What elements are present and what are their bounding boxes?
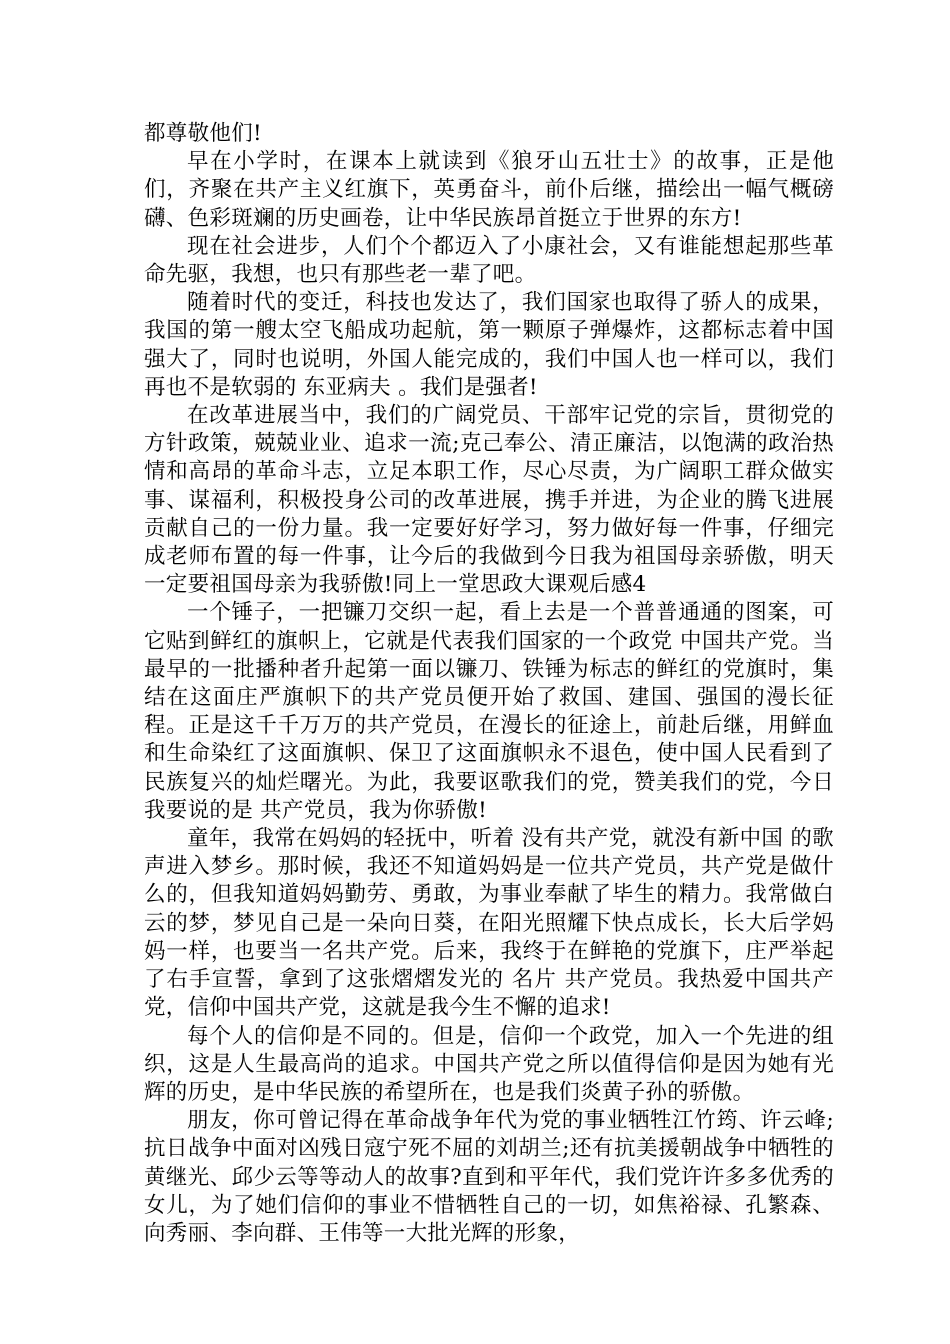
paragraph-7: 童年，我常在妈妈的轻抚中，听着 没有共产党，就没有新中国 的歌声进入梦乡。那时候，我还不知道妈妈是一位共产党员，共产党是做什么的，但我知道妈妈勤劳、勇敢，为事业奉献了毕生的精力。我常做白云的梦，梦见自己是一朵向日葵，在阳光照耀下快点成长，长大后学妈妈一样，也要当一名共产党。后来，我终于在鲜艳的党旗下，庄严举起了右手宣誓，拿到了这张熠熠发光的 名片 共产党员。我热爱中国共产党，信仰中国共产党，这就是我今生不懈的追求! (144, 826, 834, 1021)
paragraph-6: 一个锤子，一把镰刀交织一起，看上去是一个普普通通的图案，可它贴到鲜红的旗帜上，它就是代表我们国家的一个政党 中国共产党。当最早的一批播种者升起第一面以镰刀、铁锤为标志的鲜红的党旗时，集结在这面庄严旗帜下的共产党员便开始了救国、建国、强国的漫长征程。正是这千千万万的共产党员，在漫长的征途上，前赴后继，用鲜血和生命染红了这面旗帜、保卫了这面旗帜永不退色，使中国人民看到了民族复兴的灿烂曙光。为此，我要讴歌我们的党，赞美我们的党，今日我要说的是 共产党员，我为你骄傲! (144, 600, 834, 823)
paragraph-2: 早在小学时，在课本上就读到《狼牙山五壮士》的故事，正是他们，齐聚在共产主义红旗下，英勇奋斗，前仆后继，描绘出一幅气概磅礴、色彩斑斓的历史画卷，让中华民族昂首挺立于世界的东方! (144, 149, 834, 231)
paragraph-5: 在改革进展当中，我们的广阔党员、干部牢记党的宗旨，贯彻党的方针政策，兢兢业业、追求一流;克己奉公、清正廉洁，以饱满的政治热情和高昂的革命斗志，立足本职工作，尽心尽责，为广阔职工群众做实事、谋福利，积极投身公司的改革进展，携手并进，为企业的腾飞进展贡献自己的一份力量。我一定要好好学习，努力做好每一件事，仔细完成老师布置的每一件事，让今后的我做到今日我为祖国母亲骄傲，明天一定要祖国母亲为我骄傲!同上一堂思政大课观后感4 (144, 403, 834, 598)
paragraph-3: 现在社会进步，人们个个都迈入了小康社会，又有谁能想起那些革命先驱，我想，也只有那些老一辈了吧。 (144, 233, 834, 288)
paragraph-1: 都尊敬他们! (144, 121, 262, 146)
paragraph-4: 随着时代的变迁，科技也发达了，我们国家也取得了骄人的成果，我国的第一艘太空飞船成功起航，第一颗原子弹爆炸，这都标志着中国强大了，同时也说明，外国人能完成的，我们中国人也一样可以，我们再也不是软弱的 东亚病夫 。我们是强者! (144, 290, 834, 400)
paragraph-8: 每个人的信仰是不同的。但是，信仰一个政党，加入一个先进的组织，这是人生最高尚的追求。中国共产党之所以值得信仰是因为她有光辉的历史，是中华民族的希望所在，也是我们炎黄子孙的骄傲。 (144, 1023, 834, 1105)
document-body (144, 120, 834, 1248)
paragraph-9: 朋友，你可曾记得在革命战争年代为党的事业牺牲江竹筠、许云峰;抗日战争中面对凶残日寇宁死不屈的刘胡兰;还有抗美援朝战争中牺牲的黄继光、邱少云等等动人的故事?直到和平年代，我们党许许多多优秀的女儿，为了她们信仰的事业不惜牺牲自己的一切，如焦裕禄、孔繁森、向秀丽、李向群、王伟等一大批光辉的形象， (144, 1108, 834, 1246)
